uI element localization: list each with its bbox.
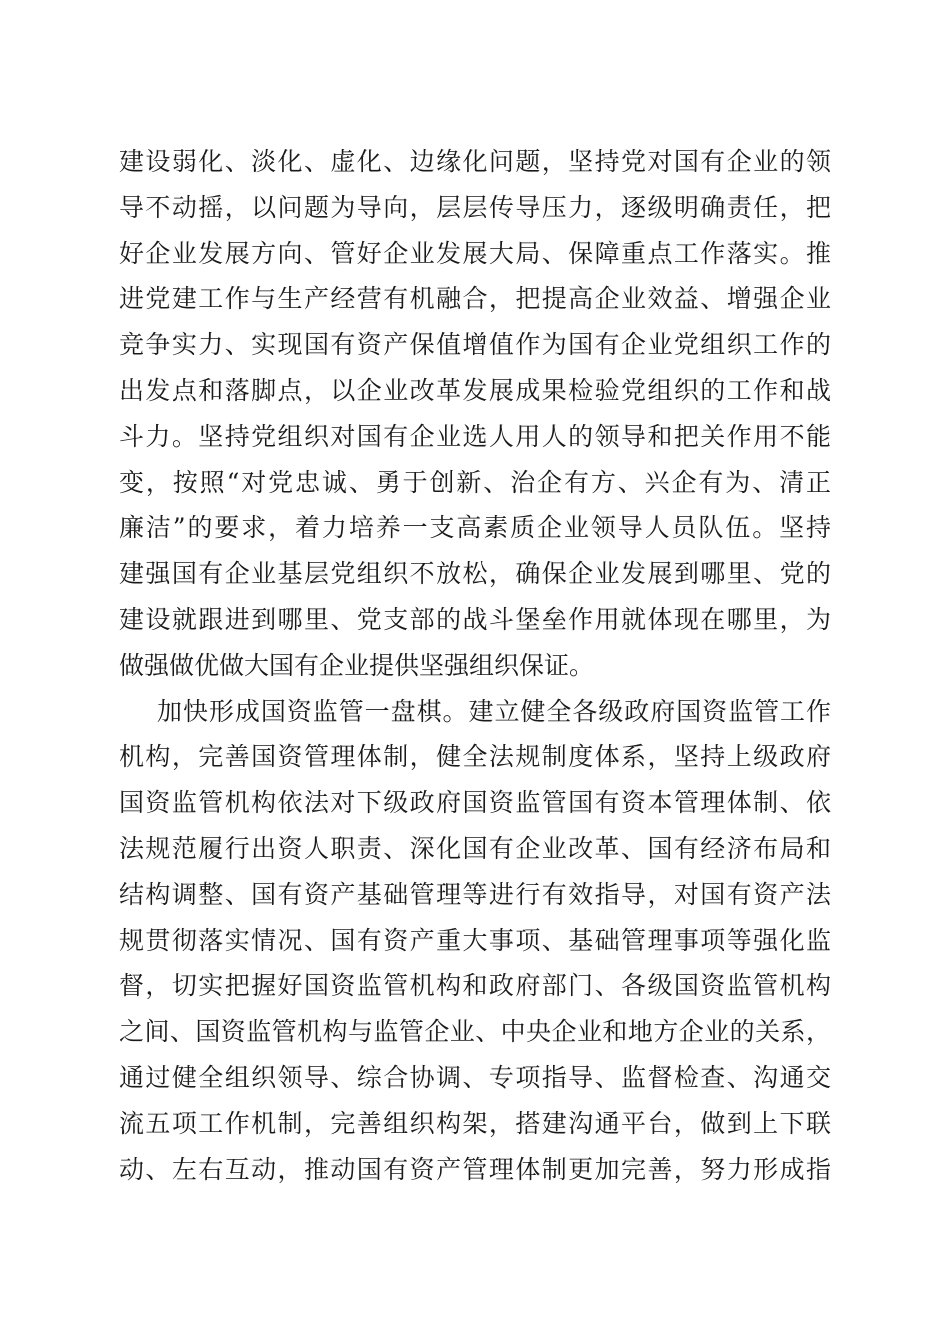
text-line: 通过健全组织领导、综合协调、专项指导、监督检查、沟通交 — [119, 1062, 831, 1092]
text-line: 廉洁”的要求，着力培养一支高素质企业领导人员队伍。坚持 — [119, 513, 831, 543]
text-line: 导不动摇，以问题为导向，层层传导压力，逐级明确责任，把 — [119, 192, 831, 222]
text-line: 建强国有企业基层党组织不放松，确保企业发展到哪里、党的 — [119, 559, 831, 589]
text-line: 法规范履行出资人职责、深化国有企业改革、国有经济布局和 — [119, 833, 831, 863]
text-line: 之间、国资监管机构与监管企业、中央企业和地方企业的关系， — [119, 1017, 831, 1047]
text-line: 机构，完善国资管理体制，健全法规制度体系，坚持上级政府 — [119, 742, 831, 772]
text-line: 建设弱化、淡化、虚化、边缘化问题，坚持党对国有企业的领 — [119, 147, 831, 176]
text-line: 好企业发展方向、管好企业发展大局、保障重点工作落实。推 — [119, 238, 831, 268]
text-line: 建设就跟进到哪里、党支部的战斗堡垒作用就体现在哪里，为 — [119, 604, 831, 634]
paragraph-state-asset-supervision — [119, 689, 831, 1193]
paragraph-party-building — [119, 139, 831, 689]
text-line: 出发点和落脚点，以企业改革发展成果检验党组织的工作和战 — [119, 375, 831, 405]
text-line: 变，按照“对党忠诚、勇于创新、治企有方、兴企有为、清正 — [119, 467, 831, 497]
text-line: 做强做优做大国有企业提供坚强组织保证。 — [119, 650, 595, 680]
document-body — [119, 139, 831, 1192]
text-line: 结构调整、国有资产基础管理等进行有效指导，对国有资产法 — [119, 879, 831, 909]
text-line: 督，切实把握好国资监管机构和政府部门、各级国资监管机构 — [119, 971, 831, 1001]
text-line: 进党建工作与生产经营有机融合，把提高企业效益、增强企业 — [119, 284, 831, 314]
text-line: 加快形成国资监管一盘棋。建立健全各级政府国资监管工作 — [157, 696, 831, 726]
text-line: 国资监管机构依法对下级政府国资监管国有资本管理体制、依 — [119, 788, 831, 818]
text-line: 竞争实力、实现国有资产保值增值作为国有企业党组织工作的 — [119, 330, 831, 360]
text-line: 规贯彻落实情况、国有资产重大事项、基础管理事项等强化监 — [119, 925, 831, 955]
text-line: 动、左右互动，推动国有资产管理体制更加完善，努力形成指 — [119, 1154, 831, 1184]
text-line: 流五项工作机制，完善组织构架，搭建沟通平台，做到上下联 — [119, 1108, 831, 1138]
text-line: 斗力。坚持党组织对国有企业选人用人的领导和把关作用不能 — [119, 421, 831, 451]
